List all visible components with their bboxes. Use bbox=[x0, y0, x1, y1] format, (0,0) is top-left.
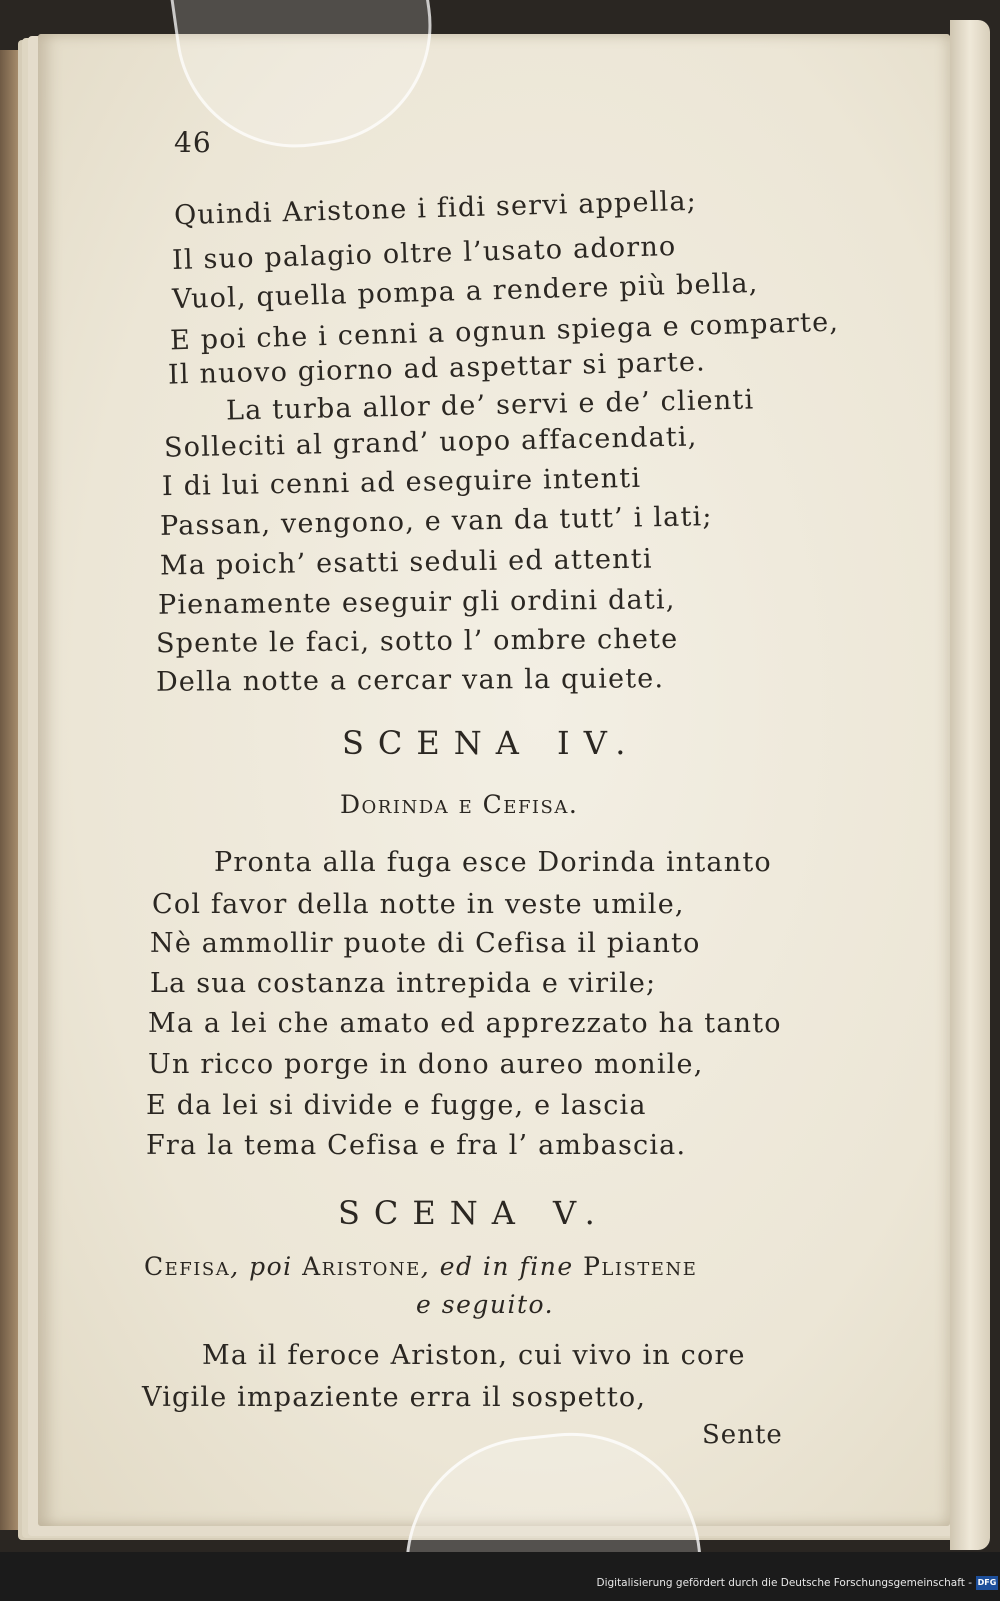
verse-line: E da lei si divide e fugge, e lascia bbox=[146, 1090, 647, 1121]
verse-line: Vuol, quella pompa a rendere più bella, bbox=[171, 267, 759, 316]
stage-direction: e seguito. bbox=[416, 1290, 555, 1319]
verse-line: E poi che i cenni a ognun spiega e comparte, bbox=[169, 306, 840, 357]
character-name: Cefisa bbox=[144, 1252, 231, 1281]
character-name: Aristone bbox=[302, 1252, 421, 1281]
scene-5-characters-cont bbox=[416, 1290, 554, 1319]
verse-line: Spente le faci, sotto l’ ombre chete bbox=[155, 623, 679, 660]
verse-line: Un ricco porge in dono aureo monile, bbox=[148, 1049, 704, 1080]
scene-4-title: SCENA IV. bbox=[342, 724, 640, 762]
verse-line: Solleciti al grand’ uopo affacendati, bbox=[163, 421, 698, 464]
verse-line: Pronta alla fuga esce Dorinda intanto bbox=[214, 847, 772, 878]
verse-line: Col favor della notte in veste umile, bbox=[152, 889, 685, 920]
scene-4-characters: Dorinda e Cefisa. bbox=[340, 790, 579, 819]
verse-line: Passan, vengono, e van da tutt’ i lati; bbox=[159, 501, 713, 542]
verse-line: Della notte a cercar van la quiete. bbox=[155, 663, 665, 698]
verse-line: Ma poich’ esatti seduli ed attenti bbox=[159, 543, 653, 582]
character-name: Plistene bbox=[583, 1252, 698, 1281]
verse-line: La turba allor de’ servi e de’ clienti bbox=[225, 384, 755, 427]
stage-connector: , ed in fine bbox=[420, 1252, 584, 1281]
verse-line: Ma il feroce Ariston, cui vivo in core bbox=[202, 1340, 746, 1371]
verse-line: Nè ammollir puote di Cefisa il pianto bbox=[150, 928, 701, 959]
scene-5-title: SCENA V. bbox=[338, 1194, 609, 1232]
verse-line: Il suo palagio oltre l’usato adorno bbox=[171, 230, 677, 277]
funding-credit: Digitalisierung gefördert durch die Deutsche Forschungsgemeinschaft - bbox=[596, 1577, 972, 1589]
catchword: Sente bbox=[702, 1420, 783, 1450]
page-number: 46 bbox=[174, 126, 212, 159]
verse-line: Fra la tema Cefisa e fra l’ ambascia. bbox=[146, 1130, 687, 1161]
verse-line: Ma a lei che amato ed apprezzato ha tanto bbox=[148, 1008, 782, 1039]
verse-line: Il nuovo giorno ad aspettar si parte. bbox=[167, 346, 707, 391]
verse-line: La sua costanza intrepida e virile; bbox=[150, 968, 657, 999]
verse-line: I di lui cenni ad eseguire intenti bbox=[161, 462, 642, 503]
stage-connector: , poi bbox=[230, 1252, 303, 1281]
dfg-logo: DFG bbox=[976, 1576, 998, 1590]
verse-line: Quindi Aristone i fidi servi appella; bbox=[173, 185, 698, 232]
verse-line: Vigile impaziente erra il sospetto, bbox=[142, 1382, 647, 1413]
facing-page-edge bbox=[950, 20, 990, 1550]
scene-5-characters bbox=[144, 1252, 697, 1281]
verse-line: Pienamente eseguir gli ordini dati, bbox=[157, 584, 676, 621]
